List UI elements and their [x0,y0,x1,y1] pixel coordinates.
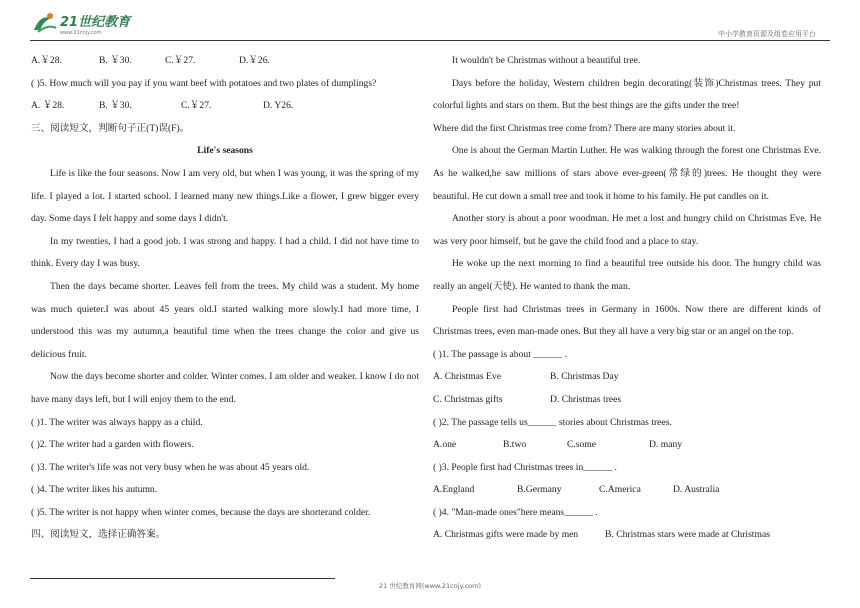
logo [30,10,140,36]
q5-options [31,95,419,118]
q4-options [31,50,419,73]
passage-title: Life's seasons [197,145,253,157]
logo-sub: www.21cnjy.com [60,30,102,36]
paragraph: Now the days become shorter and colder. Winter comes. I am older and weaker. I know I do not have many days left, but I will enjoy them to the end. [31,371,419,405]
option: A. Christmas Eve [433,371,501,383]
question-1: ( )1. The passage is about ______ . [433,348,567,360]
paragraph: Days before the holiday, Western children begin decorating(装饰)Christmas trees. They put colorful lights and stars on them. But the best things are the gifts under the tree! [433,77,821,112]
option: B. Christmas stars were made at Christmas [605,529,770,541]
section-3-heading: 三、阅读短文，判断句子正(T)误(F)。 [31,122,190,134]
paragraph: In my twenties, I had a good job. I was strong and happy. I had a child. I did not have time to think. Every day I was busy. [31,235,419,270]
option: B. ￥30. [99,55,132,66]
left-column [31,50,419,547]
paragraph: He woke up the next morning to find a beautiful tree outside his door. The hungry child was really an angel(天使). He wanted to thank the man. [433,258,821,292]
statement-2: ( )2. The writer had a garden with flowers. [31,439,194,451]
section-4-heading: 四、阅读短文，选择正确答案。 [31,529,166,541]
option: C.￥27. [165,55,196,66]
statement-5: ( )5. The writer is not happy when winter comes, because the days are shorterand colder. [31,506,371,518]
statement-4: ( )4. The writer likes his autumn. [31,484,158,496]
q1-options-ab [433,366,821,389]
q3-options [433,479,821,502]
statement-3: ( )3. The writer's life was not very busy when he was about 45 years old. [31,461,310,473]
option: A. Christmas gifts were made by men [433,529,579,541]
page-header [30,10,830,38]
option: D. many [649,439,683,451]
q4-options-ab [433,524,821,547]
option: C.America [599,484,641,496]
paragraph: One is about the German Martin Luther. He was walking through the forest one Christmas Eve. As he walked,he saw millions of stars above ever-green(常绿的)trees. He thought they were beautiful. He cut down a small tree and took it home to his family. He put candles on it. [433,145,821,202]
paragraph: Where did the first Christmas tree come from? There are many stories about it. [433,122,736,134]
question-3: ( )3. People first had Christmas trees in______ . [433,461,617,473]
option: C.￥27. [181,100,212,112]
question-2: ( )2. The passage tells us______ stories about Christmas trees. [433,416,672,428]
option: A.￥28. [31,55,62,66]
option: A.England [433,484,475,496]
option: D. Australia [673,484,720,496]
option: A.one [433,439,457,451]
option: D. Christmas trees [550,393,622,405]
paragraph: People first had Christmas trees in Germany in 1600s. Now there are different kinds of Christmas trees, even man-made ones. But they all have a very big star or an angel on the top. [433,303,821,338]
option: D.￥26. [239,55,270,66]
option: B. Christmas Day [550,371,619,383]
question-4: ( )4. "Man-made ones"here means______ . [433,506,598,518]
paragraph: Another story is about a poor woodman. He met a lost and hungry child on Christmas Eve. He was very poor himself, but he gave the child food and a place to stay. [433,213,821,247]
option: B.two [503,439,527,451]
logo-text: 21世纪教育 [60,15,131,30]
paragraph: It wouldn't be Christmas without a beautiful tree. [452,55,641,66]
footer-divider [30,578,335,579]
page-footer: 21 世纪教育网(www.21cnjy.com) [379,582,481,590]
option: C.some [567,439,597,451]
option: C. Christmas gifts [433,393,503,405]
statement-1: ( )1. The writer was always happy as a child. [31,416,203,428]
logo-icon [30,10,140,36]
question-5: ( )5. How much will you pay if you want beef with potatoes and two plates of dumplings? [31,77,377,89]
paragraph: Then the days became shorter. Leaves fell from the trees. My child was a student. My home was much quieter.I was about 45 years old.I started walking more slowly.I had more time, I understood this was my autumn,a beautiful time when the trees change the color and give us delicious fruit. [31,280,419,360]
option: B. ￥30. [99,100,132,112]
paragraph: Life is like the four seasons. Now I am very old, but when I was young, it was the spring of my life. I played a lot. I started school. I learned many new things.Like a flower, I grew bigger every day. Some days I felt happy and some days I didn't. [31,167,419,225]
header-divider [30,40,830,41]
option: D. Y26. [263,100,294,112]
option: B.Germany [517,484,562,496]
q2-options [433,434,821,457]
right-column [433,50,821,547]
option: A. ￥28. [31,100,65,112]
q1-options-cd [433,389,821,412]
platform-name: 中小学教育资源及组卷应用平台 [718,30,816,38]
